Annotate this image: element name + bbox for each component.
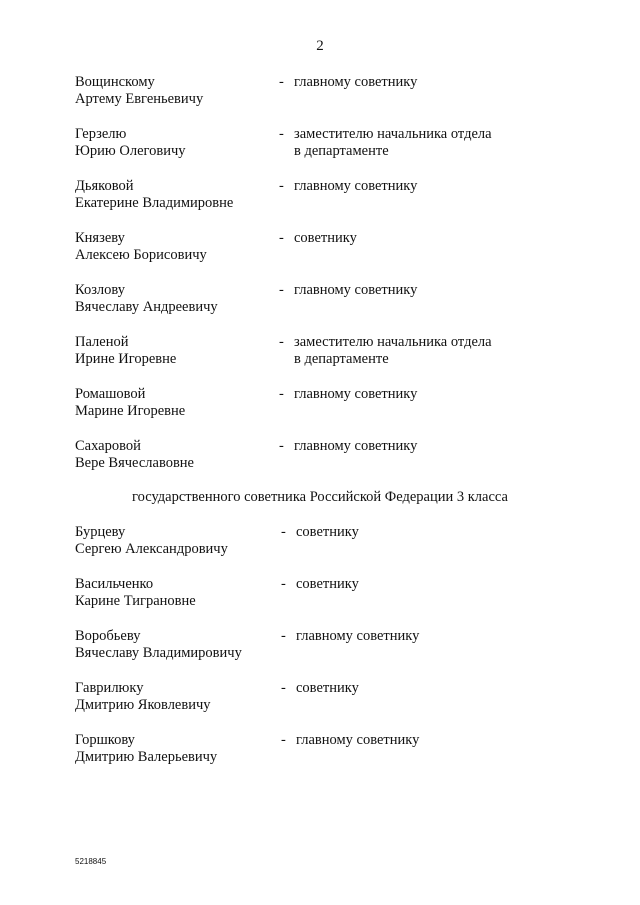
given-name: Ирине Игоревне: [75, 351, 177, 367]
position-line: в департаменте: [294, 143, 389, 159]
surname: Паленой: [75, 334, 129, 350]
person-name: [75, 126, 275, 160]
position-line: главному советнику: [296, 732, 420, 748]
dash: -: [279, 178, 284, 194]
dash: -: [281, 628, 286, 644]
dash: -: [279, 230, 284, 246]
position-line: советнику: [296, 680, 359, 696]
position-line: главному советнику: [294, 74, 418, 90]
position-title: [294, 334, 594, 368]
appointment-entry: [0, 524, 640, 576]
position-title: [294, 438, 594, 455]
appointment-list-b: [0, 524, 640, 784]
given-name: Юрию Олеговичу: [75, 143, 186, 159]
dash: -: [279, 386, 284, 402]
position-title: [294, 386, 594, 403]
surname: Васильченко: [75, 576, 154, 592]
position-title: [296, 680, 596, 697]
appointment-entry: [0, 732, 640, 784]
given-name: Вячеславу Владимировичу: [75, 645, 242, 661]
person-name: [75, 334, 275, 368]
dash: -: [281, 680, 286, 696]
person-name: [75, 628, 275, 662]
surname: Бурцеву: [75, 524, 126, 540]
person-name: [75, 438, 275, 472]
dash: -: [279, 74, 284, 90]
surname: Дьяковой: [75, 178, 134, 194]
dash: -: [279, 282, 284, 298]
position-title: [294, 74, 594, 91]
surname: Ромашовой: [75, 386, 146, 402]
position-line: главному советнику: [294, 386, 418, 402]
surname: Герзелю: [75, 126, 127, 142]
person-name: [75, 230, 275, 264]
person-name: [75, 576, 275, 610]
given-name: Сергею Александровичу: [75, 541, 228, 557]
position-line: советнику: [294, 230, 357, 246]
position-title: [296, 524, 596, 541]
appointment-entry: [0, 126, 640, 178]
given-name: Марине Игоревне: [75, 403, 186, 419]
position-line: в департаменте: [294, 351, 389, 367]
document-code: 5218845: [75, 857, 107, 866]
appointment-entry: [0, 178, 640, 230]
surname: Воробьеву: [75, 628, 141, 644]
person-name: [75, 282, 275, 316]
surname: Козлову: [75, 282, 126, 298]
position-line: советнику: [296, 576, 359, 592]
given-name: Вячеславу Андреевичу: [75, 299, 218, 315]
position-title: [296, 576, 596, 593]
rank-class-heading: государственного советника Российской Федерации 3 класса: [132, 489, 508, 505]
person-name: [75, 178, 275, 212]
surname: Вощинскому: [75, 74, 155, 90]
dash: -: [281, 576, 286, 592]
given-name: Дмитрию Валерьевичу: [75, 749, 218, 765]
surname: Гаврилюку: [75, 680, 144, 696]
appointment-entry: [0, 576, 640, 628]
given-name: Карине Тиграновне: [75, 593, 196, 609]
appointment-list-a: [0, 74, 640, 490]
appointment-entry: [0, 386, 640, 438]
appointment-entry: [0, 74, 640, 126]
position-title: [294, 282, 594, 299]
position-line: заместителю начальника отдела: [294, 126, 492, 142]
appointment-entry: [0, 334, 640, 386]
position-line: главному советнику: [294, 282, 418, 298]
dash: -: [281, 732, 286, 748]
person-name: [75, 74, 275, 108]
person-name: [75, 680, 275, 714]
position-line: советнику: [296, 524, 359, 540]
page-number: 2: [316, 38, 324, 54]
dash: -: [279, 438, 284, 454]
position-line: главному советнику: [294, 438, 418, 454]
given-name: Алексею Борисовичу: [75, 247, 207, 263]
position-title: [294, 230, 594, 247]
given-name: Дмитрию Яковлевичу: [75, 697, 211, 713]
given-name: Екатерине Владимировне: [75, 195, 234, 211]
position-title: [294, 178, 594, 195]
position-line: главному советнику: [296, 628, 420, 644]
surname: Князеву: [75, 230, 125, 246]
person-name: [75, 732, 275, 766]
given-name: Вере Вячеславовне: [75, 455, 194, 471]
surname: Горшкову: [75, 732, 135, 748]
dash: -: [279, 334, 284, 350]
appointment-entry: [0, 438, 640, 490]
position-title: [294, 126, 594, 160]
given-name: Артему Евгеньевичу: [75, 91, 204, 107]
dash: -: [279, 126, 284, 142]
position-title: [296, 628, 596, 645]
position-line: заместителю начальника отдела: [294, 334, 492, 350]
appointment-entry: [0, 230, 640, 282]
appointment-entry: [0, 282, 640, 334]
dash: -: [281, 524, 286, 540]
appointment-entry: [0, 680, 640, 732]
position-line: главному советнику: [294, 178, 418, 194]
appointment-entry: [0, 628, 640, 680]
surname: Сахаровой: [75, 438, 141, 454]
position-title: [296, 732, 596, 749]
person-name: [75, 386, 275, 420]
person-name: [75, 524, 275, 558]
